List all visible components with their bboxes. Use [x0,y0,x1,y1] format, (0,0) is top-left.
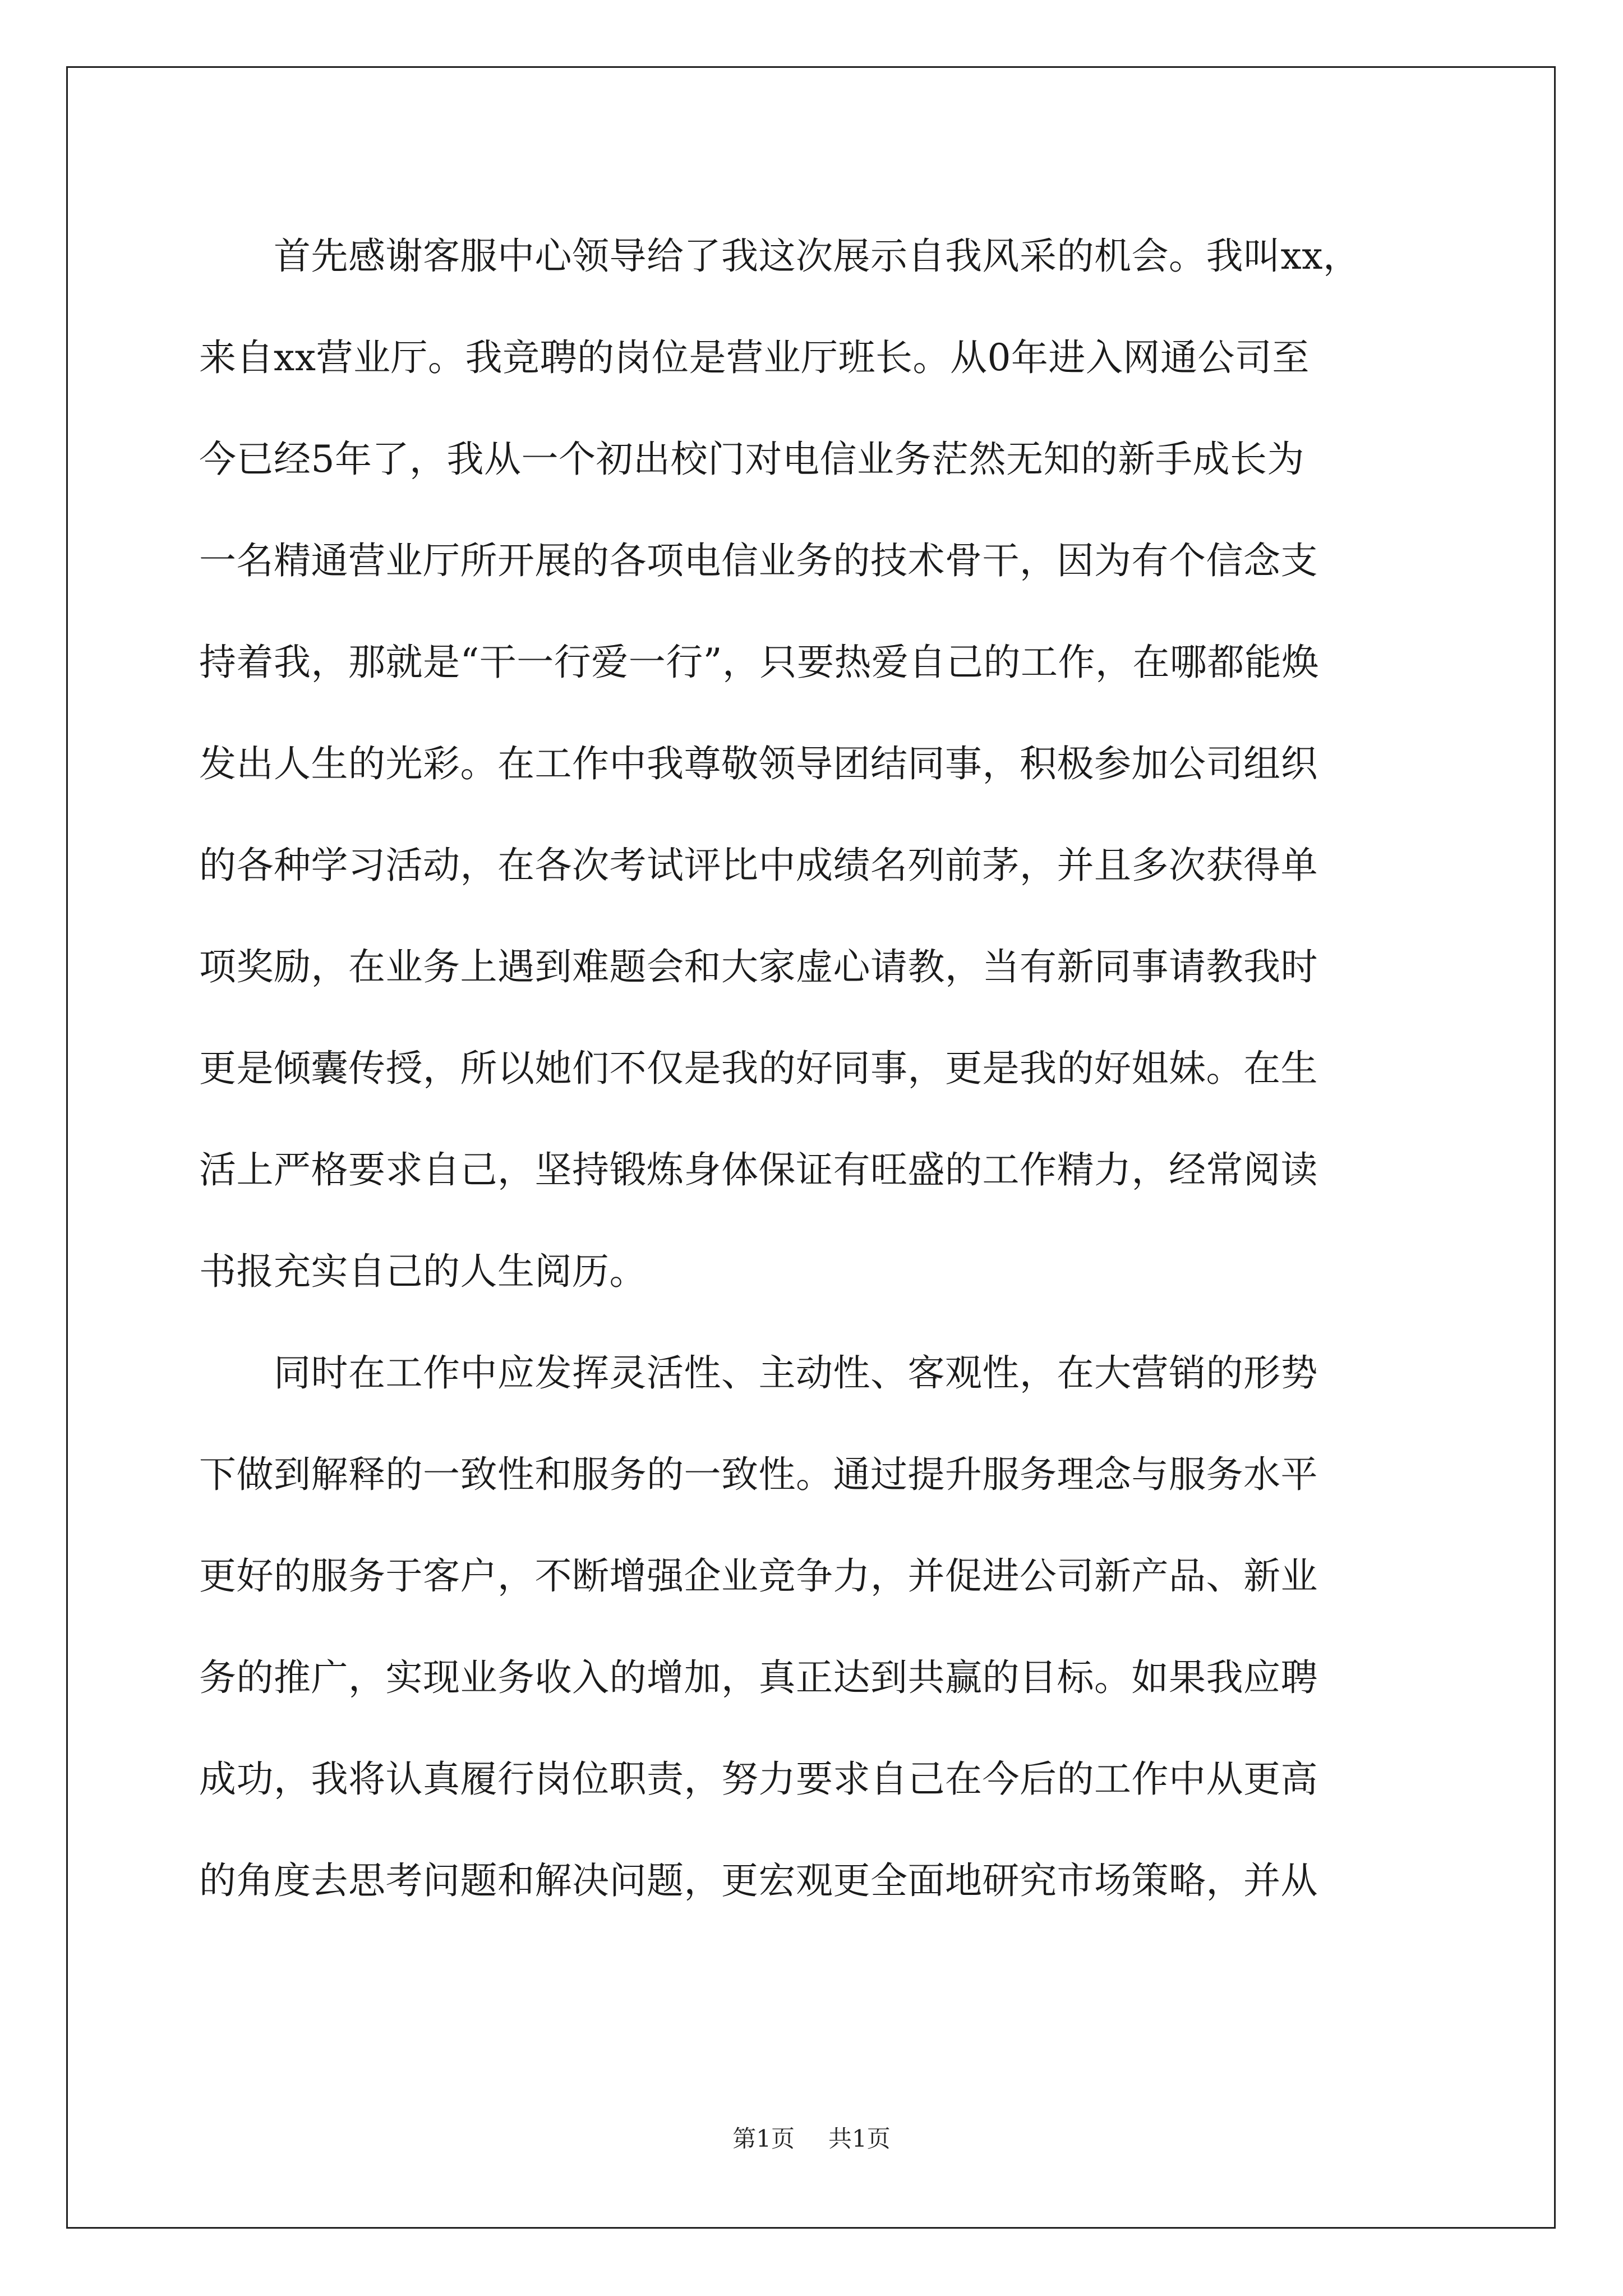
text-line: 书报充实自己的人生阅历。 [199,1250,647,1293]
text-line: 来自xx营业厅。我竞聘的岗位是营业厅班长。从0年进入网通公司至 [199,336,1310,379]
text-line: 务的推广，实现业务收入的增加，真正达到共赢的目标。如果我应聘 [199,1656,1318,1699]
text-line: 同时在工作中应发挥灵活性、主动性、客观性，在大营销的形势 [199,1351,1318,1395]
text-line: 更是倾囊传授，所以她们不仅是我的好同事，更是我的好姐妹。在生 [199,1047,1318,1090]
text-line: 项奖励，在业务上遇到难题会和大家虚心请教，当有新同事请教我时 [199,945,1318,988]
text-line: 持着我，那就是“干一行爱一行”，只要热爱自己的工作，在哪都能焕 [199,641,1319,684]
page-footer [0,2120,1623,2154]
text-line: 下做到解释的一致性和服务的一致性。通过提升服务理念与服务水平 [199,1453,1318,1496]
text-line: 的各种学习活动，在各次考试评比中成绩名列前茅，并且多次获得单 [199,844,1318,887]
text-line: 更好的服务于客户，不断增强企业竞争力，并促进公司新产品、新业 [199,1554,1318,1598]
text-line: 成功，我将认真履行岗位职责，努力要求自己在今后的工作中从更高 [199,1757,1318,1801]
text-line: 活上严格要求自己，坚持锻炼身体保证有旺盛的工作精力，经常阅读 [199,1148,1318,1191]
text-line: 今已经5年了，我从一个初出校门对电信业务茫然无知的新手成长为 [199,438,1304,481]
text-line: 发出人生的光彩。在工作中我尊敬领导团结同事，积极参加公司组织 [199,742,1318,785]
text-line: 一名精通营业厅所开展的各项电信业务的技术骨干，因为有个信念支 [199,539,1318,582]
page-number: 第1页 [732,2125,795,2152]
text-line: 首先感谢客服中心领导给了我这次展示自我风采的机会。我叫xx， [199,234,1361,278]
page-total: 共1页 [828,2125,891,2152]
text-line: 的角度去思考问题和解决问题，更宏观更全面地研究市场策略，并从 [199,1859,1318,1902]
